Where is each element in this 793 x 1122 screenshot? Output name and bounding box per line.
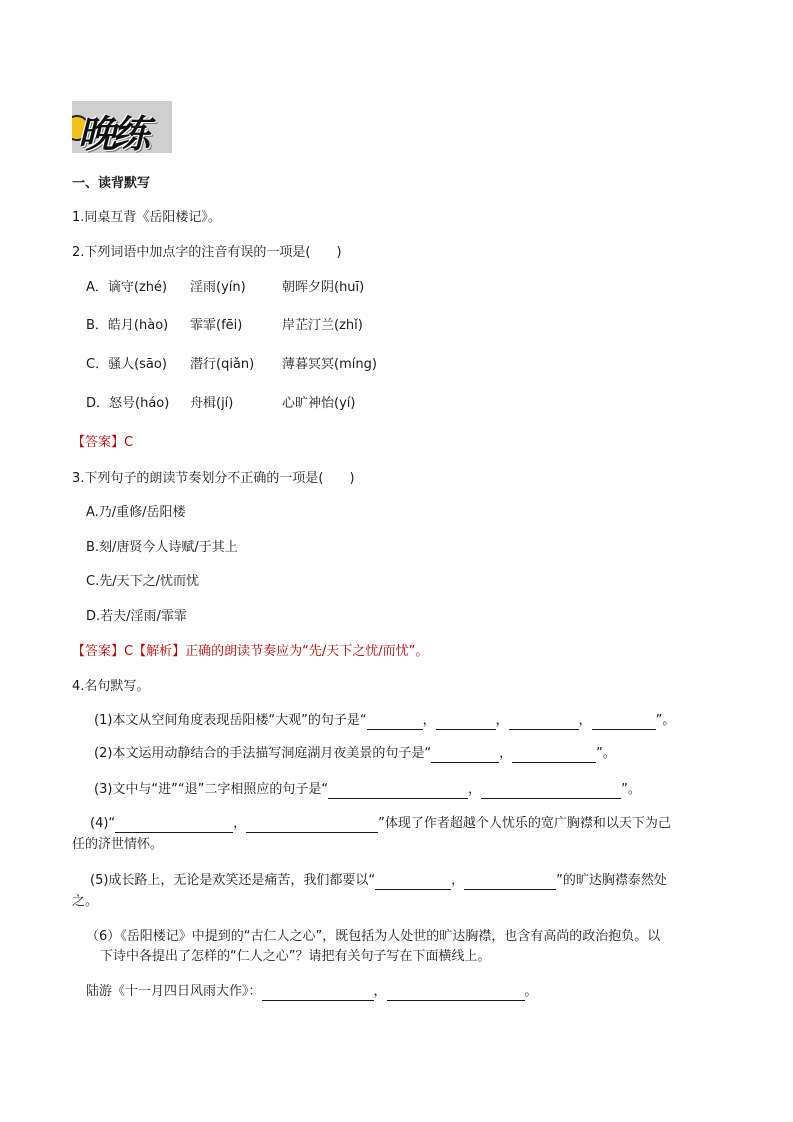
answer-blank[interactable]	[436, 715, 496, 730]
question-2-stem: 2.下列词语中加点字的注音有误的一项是( )	[72, 245, 342, 260]
answer-tag: 【答案】	[72, 435, 125, 450]
q2-option-b-word1: B．皓月(hào)	[86, 318, 169, 333]
q4-item-1: (1)本文从空间角度表现岳阳楼“大观”的句子是“ ， ， ， ”。	[94, 713, 676, 728]
answer-blank[interactable]	[387, 986, 525, 1001]
q2-option-c-word2: 潜行(qiǎn)	[190, 357, 255, 372]
section-heading: 一、读背默写	[72, 176, 151, 191]
q4-item-5-text: (5)成长路上，无论是欢笑还是痛苦，我们都要以“	[90, 873, 376, 888]
q3-option-d[interactable]: D.若夫/淫雨/霏霏	[86, 609, 187, 624]
answer-blank[interactable]	[481, 784, 621, 799]
q2-option-d-word3: 心旷神怡(yí)	[282, 396, 356, 411]
q4-item-7: 陆游《十一月四日风雨大作》： ， 。	[86, 984, 538, 999]
q2-option-d-word2: 舟楫(jí)	[190, 396, 234, 411]
q3-option-b[interactable]: B.刻/唐贤今人诗赋/于其上	[86, 540, 238, 555]
answer-blank[interactable]	[328, 784, 468, 799]
q2-option-b-word3: 岸芷汀兰(zhǐ)	[282, 318, 363, 333]
analysis-text: 正确的朗读节奏应为“先/天下之忧/而忧”。	[185, 644, 429, 659]
q4-item-4: (4)“ ， ”体现了作者超越个人忧乐的宽广胸襟和以天下为己	[90, 816, 671, 831]
q2-option-c-word1: C．骚人(sāo)	[86, 357, 167, 372]
answer-blank[interactable]	[115, 818, 233, 833]
q4-item-5-line2: 之。	[72, 894, 99, 909]
q4-item-5: (5)成长路上，无论是欢笑还是痛苦，我们都要以“ ， ”的旷达胸襟泰然处	[90, 873, 667, 888]
q2-option-a-word2: 淫雨(yín)	[190, 280, 246, 295]
q4-item-1-text: (1)本文从空间角度表现岳阳楼“大观”的句子是“	[94, 713, 367, 728]
answer-value: C	[124, 435, 134, 450]
q4-item-4-line2: 任的济世情怀。	[72, 837, 164, 852]
logo-text: 晚练	[78, 112, 147, 153]
q4-item-2: (2)本文运用动静结合的手法描写洞庭湖月夜美景的句子是“ ， ”。	[94, 746, 616, 761]
q4-item-6-line1: （6）《岳阳楼记》中提到的“古仁人之心”，既包括为人处世的旷达胸襟，也含有高尚的政治抱负。以	[86, 929, 661, 944]
answer-blank[interactable]	[431, 748, 499, 763]
q4-item-5-suffix: ”的旷达胸襟泰然处	[556, 873, 667, 888]
q3-option-a[interactable]: A.乃/重修/岳阳楼	[86, 505, 186, 520]
analysis-tag: 【解析】	[133, 644, 186, 659]
q4-item-2-text: (2)本文运用动静结合的手法描写洞庭湖月夜美景的句子是“	[94, 746, 432, 761]
q2-option-a-word1: A．谪守(zhé)	[86, 280, 168, 295]
answer-tag: 【答案】	[72, 644, 125, 659]
question-3-stem: 3.下列句子的朗读节奏划分不正确的一项是( )	[72, 471, 355, 486]
q2-answer	[72, 434, 133, 452]
question-1: 1.同桌互背《岳阳楼记》。	[72, 210, 221, 225]
q4-item-4-text: (4)“	[90, 816, 116, 831]
answer-blank[interactable]	[464, 875, 556, 890]
answer-blank[interactable]	[262, 986, 374, 1001]
q4-item-4-suffix: ”体现了作者超越个人忧乐的宽广胸襟和以天下为己	[378, 816, 671, 831]
q4-item-7-text: 陆游《十一月四日风雨大作》：	[86, 984, 262, 999]
q3-option-c[interactable]: C.先/天下之/忧而忧	[86, 574, 199, 589]
answer-value: C	[124, 644, 134, 659]
answer-blank[interactable]	[512, 748, 596, 763]
q2-option-a-word3: 朝晖夕阴(huī)	[282, 280, 365, 295]
q4-item-6-line2: 下诗中各提出了怎样的“仁人之心”？请把有关句子写在下面横线上。	[100, 949, 491, 964]
q4-item-3-text: (3)文中与“进”“退”二字相照应的句子是“	[94, 782, 329, 797]
answer-blank[interactable]	[509, 715, 579, 730]
answer-blank[interactable]	[367, 715, 423, 730]
answer-blank[interactable]	[592, 715, 656, 730]
q3-answer	[72, 643, 428, 661]
q2-option-c-word3: 薄暮冥冥(míng)	[282, 357, 377, 372]
evening-practice-logo	[72, 101, 172, 153]
answer-blank[interactable]	[375, 875, 451, 890]
q4-item-3: (3)文中与“进”“退”二字相照应的句子是“ ， ”。	[94, 782, 641, 797]
q2-option-d-word1: D．怒号(háo)	[86, 396, 170, 411]
q2-option-b-word2: 霏霏(fēi)	[190, 318, 243, 333]
answer-blank[interactable]	[246, 818, 378, 833]
question-4-stem: 4.名句默写。	[72, 679, 150, 694]
